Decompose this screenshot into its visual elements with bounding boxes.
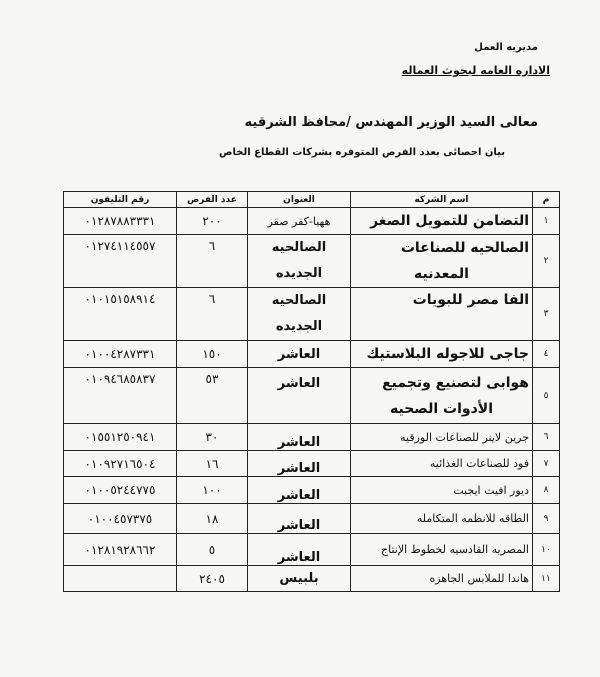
cell-company: الفا مصر للبويات — [351, 288, 533, 341]
cell-count: ١٦ — [177, 451, 248, 477]
cell-phone: ٠١٠٩٢٧١٦٥٠٤ — [64, 451, 177, 477]
cell-num: ٢ — [533, 235, 560, 288]
header-address: العنوان — [248, 192, 351, 208]
cell-company — [351, 368, 533, 424]
cell-address-line1: الصالحيه — [271, 240, 327, 255]
table-row — [64, 451, 560, 477]
cell-company-line2: الأدوات الصحيه — [390, 400, 493, 417]
cell-address-line1: الصالحيه — [271, 293, 327, 308]
cell-company: ديور افيت ايجبت — [351, 477, 533, 504]
cell-phone — [64, 566, 177, 592]
cell-count: ٥٣ — [177, 368, 248, 424]
table-row — [64, 424, 560, 451]
cell-phone: ٠١٠١٥١٥٨٩١٤ — [64, 288, 177, 341]
department-label: الاداره العامه لبحوث العماله — [401, 64, 550, 77]
cell-address: العاشر — [248, 368, 351, 424]
cell-num: ٤ — [533, 341, 560, 368]
cell-company: المصريه القادسيه لخطوط الإنتاج — [351, 534, 533, 566]
cell-company: التضامن للتمويل الصغر — [351, 208, 533, 235]
table-row — [64, 288, 560, 341]
cell-count: ١٠٠ — [177, 477, 248, 504]
cell-company-line1: الصالحيه للصناعات — [400, 240, 529, 256]
cell-phone: ٠١٠٩٤٦٨٥٨٣٧ — [64, 368, 177, 424]
cell-count: ١٥٠ — [177, 341, 248, 368]
header-company: اسم الشركه — [351, 192, 533, 208]
cell-phone: ٠١٠٠٤٥٧٣٧٥ — [64, 504, 177, 534]
header-num: م — [533, 192, 560, 208]
cell-company-line2: المعدنيه — [414, 266, 469, 282]
letter-subtitle: بيان احصائى بعدد الفرص المتوفره بشركات القطاع الخاص — [219, 147, 505, 158]
table-row — [64, 208, 560, 235]
cell-address: العاشر — [248, 534, 351, 566]
cell-phone: ٠١٢٨٧٨٨٣٣٣١ — [64, 208, 177, 235]
cell-address: ههيا-كفر صقر — [248, 208, 351, 235]
header-phone: رقم التليفون — [64, 192, 177, 208]
cell-count: ٣٠ — [177, 424, 248, 451]
cell-num: ٨ — [533, 477, 560, 504]
cell-count: ١٨ — [177, 504, 248, 534]
table-row — [64, 477, 560, 504]
cell-address: العاشر — [248, 341, 351, 368]
cell-num: ١ — [533, 208, 560, 235]
cell-address: العاشر — [248, 451, 351, 477]
cell-address-line2: الجديده — [275, 266, 323, 281]
table-row — [64, 368, 560, 424]
cell-company: فود للصناعات الغذائيه — [351, 451, 533, 477]
table-row — [64, 341, 560, 368]
cell-company-line1: هوابى لتصنيع وتجميع — [382, 374, 529, 391]
cell-num: ٣ — [533, 288, 560, 341]
cell-address — [248, 288, 351, 341]
table-row — [64, 534, 560, 566]
cell-num: ١١ — [533, 566, 560, 592]
cell-address: العاشر — [248, 477, 351, 504]
cell-count: ٥ — [177, 534, 248, 566]
header-count: عدد الفرص — [177, 192, 248, 208]
cell-count: ٦ — [177, 288, 248, 341]
cell-company: جرين لاينر للصناعات الورقيه — [351, 424, 533, 451]
cell-count: ٢٠٠ — [177, 208, 248, 235]
cell-phone: ٠١٥٥١٢٥٠٩٤١ — [64, 424, 177, 451]
cell-company: هاندا للملابس الجاهزه — [351, 566, 533, 592]
cell-address: العاشر — [248, 504, 351, 534]
cell-company — [351, 235, 533, 288]
cell-address-line2: الجديده — [275, 319, 323, 334]
cell-address — [248, 235, 351, 288]
cell-num: ١٠ — [533, 534, 560, 566]
directorate-label: مديريه العمل — [474, 42, 538, 53]
cell-phone: ٠١٢٧٤١١٤٥٥٧ — [64, 235, 177, 288]
cell-num: ٩ — [533, 504, 560, 534]
opportunities-table — [63, 191, 560, 592]
cell-company: جاجى للاجوله البلاستيك — [351, 341, 533, 368]
cell-count: ٢٤٠٥ — [177, 566, 248, 592]
cell-company: الطاقه للانظمه المتكامله — [351, 504, 533, 534]
table-header-row — [64, 192, 560, 208]
cell-num: ٦ — [533, 424, 560, 451]
cell-num: ٧ — [533, 451, 560, 477]
cell-phone: ٠١٢٨١٩٢٨٦٦٢ — [64, 534, 177, 566]
cell-address: العاشر — [248, 424, 351, 451]
cell-count: ٦ — [177, 235, 248, 288]
cell-phone: ٠١٠٠٤٢٨٧٣٣١ — [64, 341, 177, 368]
table-row — [64, 566, 560, 592]
cell-address: بلبيس — [248, 566, 351, 592]
cell-phone: ٠١٠٠٥٢٤٤٧٧٥ — [64, 477, 177, 504]
letter-title: معالى السيد الوزير المهندس /محافظ الشرقيه — [244, 115, 538, 130]
table-row — [64, 235, 560, 288]
table-row — [64, 504, 560, 534]
cell-num: ٥ — [533, 368, 560, 424]
